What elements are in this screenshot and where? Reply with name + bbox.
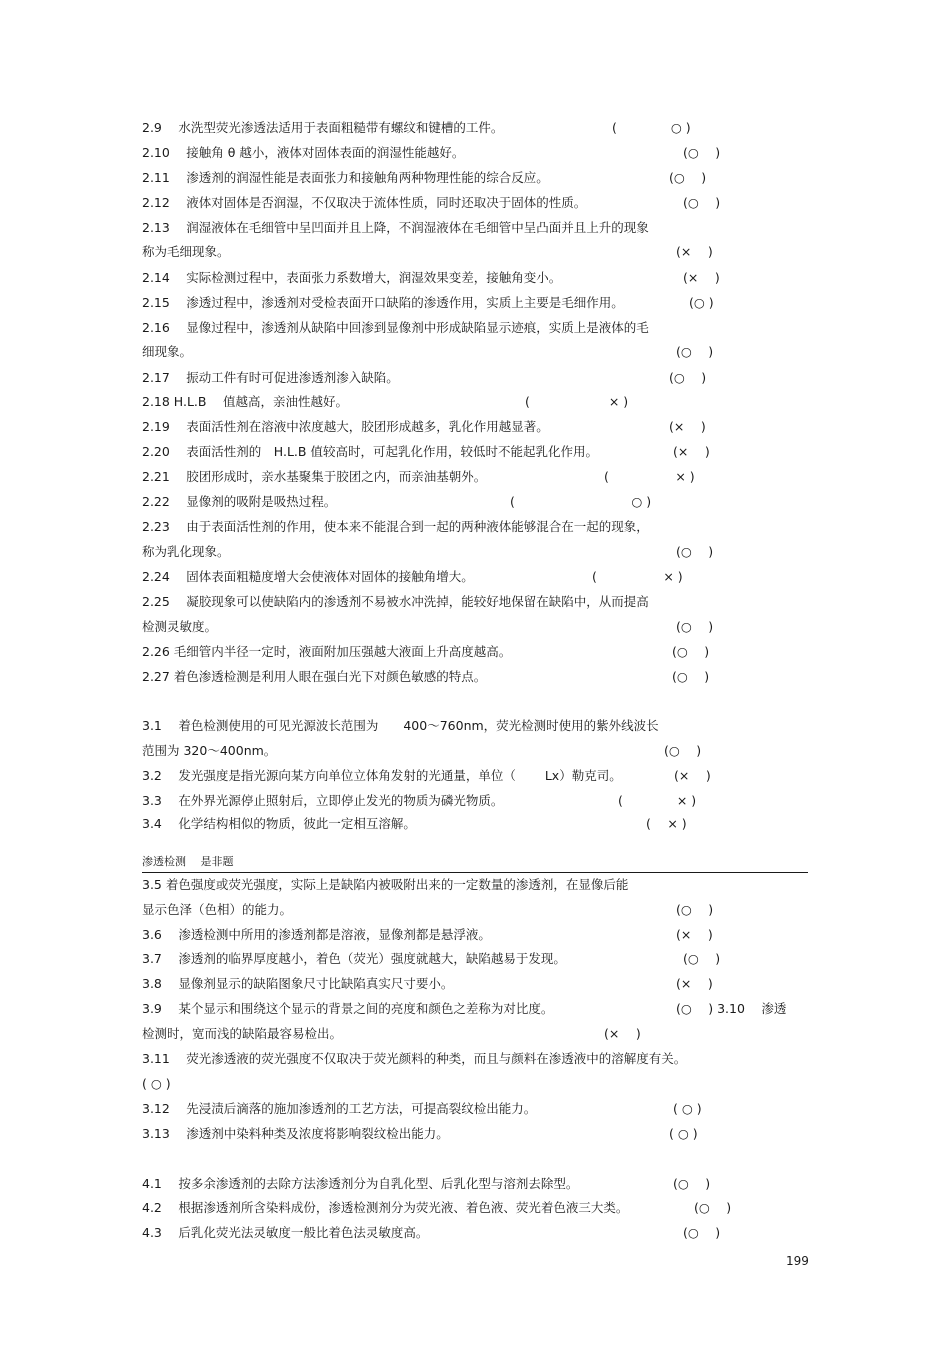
question-line: 3.5 着色强度或荧光强度，实际上是缺陷内被吸附出来的一定数量的渗透剂，在显像后能 <box>142 877 629 892</box>
question-line: 2.12 液体对固体是否润湿，不仅取决于流体性质，同时还取决于固体的性质。 <box>142 195 587 210</box>
question-line: 3.12 先浸渍后滴落的施加渗透剂的工艺方法，可提高裂纹检出能力。 <box>142 1101 537 1116</box>
answer-mark: ( ○ ) <box>673 1101 702 1116</box>
answer-mark: ( × ) <box>525 394 629 409</box>
question-line: 3.4 化学结构相似的物质，彼此一定相互溶解。 <box>142 816 416 831</box>
question-line: 2.24 固体表面粗糙度增大会使液体对固体的接触角增大。 <box>142 569 474 584</box>
answer-mark: (× ) <box>673 444 710 459</box>
question-line: 2.25 凝胶现象可以使缺陷内的渗透剂不易被水冲洗掉，能较好地保留在缺陷中，从而提高 <box>142 594 649 609</box>
question-line: 2.21 胶团形成时，亲水基聚集于胶团之内，而亲油基朝外。 <box>142 469 487 484</box>
answer-mark: (○ ) <box>683 145 721 160</box>
answer-mark: (× ) <box>669 419 706 434</box>
question-line: 2.23 由于表面活性剂的作用，使本来不能混合到一起的两种液体能够混合在一起的现象， <box>142 519 649 534</box>
question-line: 3.6 渗透检测中所用的渗透剂都是溶液，显像剂都是悬浮液。 <box>142 927 491 942</box>
question-line: 2.10 接触角 θ 越小，液体对固体表面的润湿性能越好。 <box>142 145 465 160</box>
answer-mark: ( ○ ) <box>510 494 652 509</box>
answer-mark: (○ ) <box>689 295 714 310</box>
answer-mark: (○ ) <box>676 544 714 559</box>
question-line: 3.1 着色检测使用的可见光源波长范围为 400～760nm，荧光检测时使用的紫外线波长 <box>142 718 659 733</box>
answer-mark: (× ) <box>676 976 713 991</box>
question-line: 2.9 水洗型荧光渗透法适用于表面粗糙带有螺纹和键槽的工件。 <box>142 120 504 135</box>
question-line: 4.1 按多余渗透剂的去除方法渗透剂分为自乳化型、后乳化型与溶剂去除型。 <box>142 1176 579 1191</box>
answer-mark: (× ) <box>683 270 720 285</box>
running-header: 渗透检测 是非题 <box>142 855 234 868</box>
question-line: 2.18 H.L.B 值越高，亲油性越好。 <box>142 394 348 409</box>
answer-mark: (○ ) <box>672 644 710 659</box>
answer-mark: ( × ) <box>646 816 687 831</box>
answer-mark: (○ ) <box>669 170 707 185</box>
question-line: 3.2 发光强度是指光源向某方向单位立体角发射的光通量，单位（ Lx）勒克司。 <box>142 768 622 783</box>
question-line: 3.3 在外界光源停止照射后，立即停止发光的物质为磷光物质。 <box>142 793 504 808</box>
question-line: 2.14 实际检测过程中，表面张力系数增大，润湿效果变差，接触角变小。 <box>142 270 562 285</box>
answer-mark: (× ) <box>676 927 713 942</box>
question-line: 2.17 振动工件有时可促进渗透剂渗入缺陷。 <box>142 370 399 385</box>
answer-mark: (× ) <box>674 768 711 783</box>
answer-mark: ( × ) <box>604 469 695 484</box>
question-line: 2.16 显像过程中，渗透剂从缺陷中回渗到显像剂中形成缺陷显示迹痕，实质上是液体的毛 <box>142 320 649 335</box>
answer-mark: (○ ) <box>683 1225 721 1240</box>
answer-mark: ( ○ ) <box>612 120 691 135</box>
question-line: 4.3 后乳化荧光法灵敏度一般比着色法灵敏度高。 <box>142 1225 429 1240</box>
question-line: 3.7 渗透剂的临界厚度越小，着色（荧光）强度就越大，缺陷越易于发现。 <box>142 951 566 966</box>
answer-mark: (○ ) <box>672 669 710 684</box>
question-line: 细现象。 <box>142 344 193 359</box>
question-line: 2.19 表面活性剂在溶液中浓度越大，胶团形成越多，乳化作用越显著。 <box>142 419 549 434</box>
question-line: 3.9 某个显示和围绕这个显示的背景之间的亮度和颜色之差称为对比度。 <box>142 1001 554 1016</box>
answer-mark: (○ ) <box>683 951 721 966</box>
question-line: 3.13 渗透剂中染料种类及浓度将影响裂纹检出能力。 <box>142 1126 449 1141</box>
answer-mark: (○ ) <box>694 1200 732 1215</box>
answer-mark: (○ ) <box>676 619 714 634</box>
answer-mark: ( ○ ) <box>669 1126 698 1141</box>
question-line: 3.8 显像剂显示的缺陷图象尺寸比缺陷真实尺寸要小。 <box>142 976 454 991</box>
header-rule <box>142 872 808 873</box>
question-line: 4.2 根据渗透剂所含染料成份，渗透检测剂分为荧光液、着色液、荧光着色液三大类。 <box>142 1200 629 1215</box>
question-line: 称为乳化现象。 <box>142 544 230 559</box>
answer-mark: ( × ) <box>592 569 683 584</box>
question-line: 3.11 荧光渗透液的荧光强度不仅取决于荧光颜料的种类，而且与颜料在渗透液中的溶解度有关。 <box>142 1051 687 1066</box>
question-line: 2.15 渗透过程中，渗透剂对受检表面开口缺陷的渗透作用，实质上主要是毛细作用。 <box>142 295 624 310</box>
answer-mark: (○ ) <box>669 370 707 385</box>
answer-mark: (× ) <box>676 244 713 259</box>
answer-mark: ( × ) <box>618 793 697 808</box>
question-line: 2.20 表面活性剂的 H.L.B 值较高时，可起乳化作用，较低时不能起乳化作用。 <box>142 444 598 459</box>
answer-mark: (× ) <box>604 1026 641 1041</box>
question-line: 2.22 显像剂的吸附是吸热过程。 <box>142 494 337 509</box>
answer-mark: (○ ) <box>673 1176 711 1191</box>
answer-mark: (○ ) <box>676 902 714 917</box>
question-line: 显示色泽（色相）的能力。 <box>142 902 293 917</box>
question-line: 范围为 320～400nm。 <box>142 743 277 758</box>
page-number: 199 <box>786 1254 809 1268</box>
question-line: 2.11 渗透剂的润湿性能是表面张力和接触角两种物理性能的综合反应。 <box>142 170 549 185</box>
question-line: 2.13 润湿液体在毛细管中呈凹面并且上降，不润湿液体在毛细管中呈凸面并且上升的现象 <box>142 220 649 235</box>
question-line: 检测时，宽而浅的缺陷最容易检出。 <box>142 1026 343 1041</box>
question-line: ( ○ ) <box>142 1076 171 1091</box>
answer-mark: (○ ) 3.10 渗透 <box>676 1001 787 1016</box>
question-line: 2.27 着色渗透检测是利用人眼在强白光下对颜色敏感的特点。 <box>142 669 487 684</box>
answer-mark: (○ ) <box>664 743 702 758</box>
question-line: 2.26 毛细管内半径一定时，液面附加压强越大液面上升高度越高。 <box>142 644 512 659</box>
answer-mark: (○ ) <box>683 195 721 210</box>
question-line: 称为毛细现象。 <box>142 244 230 259</box>
answer-mark: (○ ) <box>676 344 714 359</box>
question-line: 检测灵敏度。 <box>142 619 218 634</box>
